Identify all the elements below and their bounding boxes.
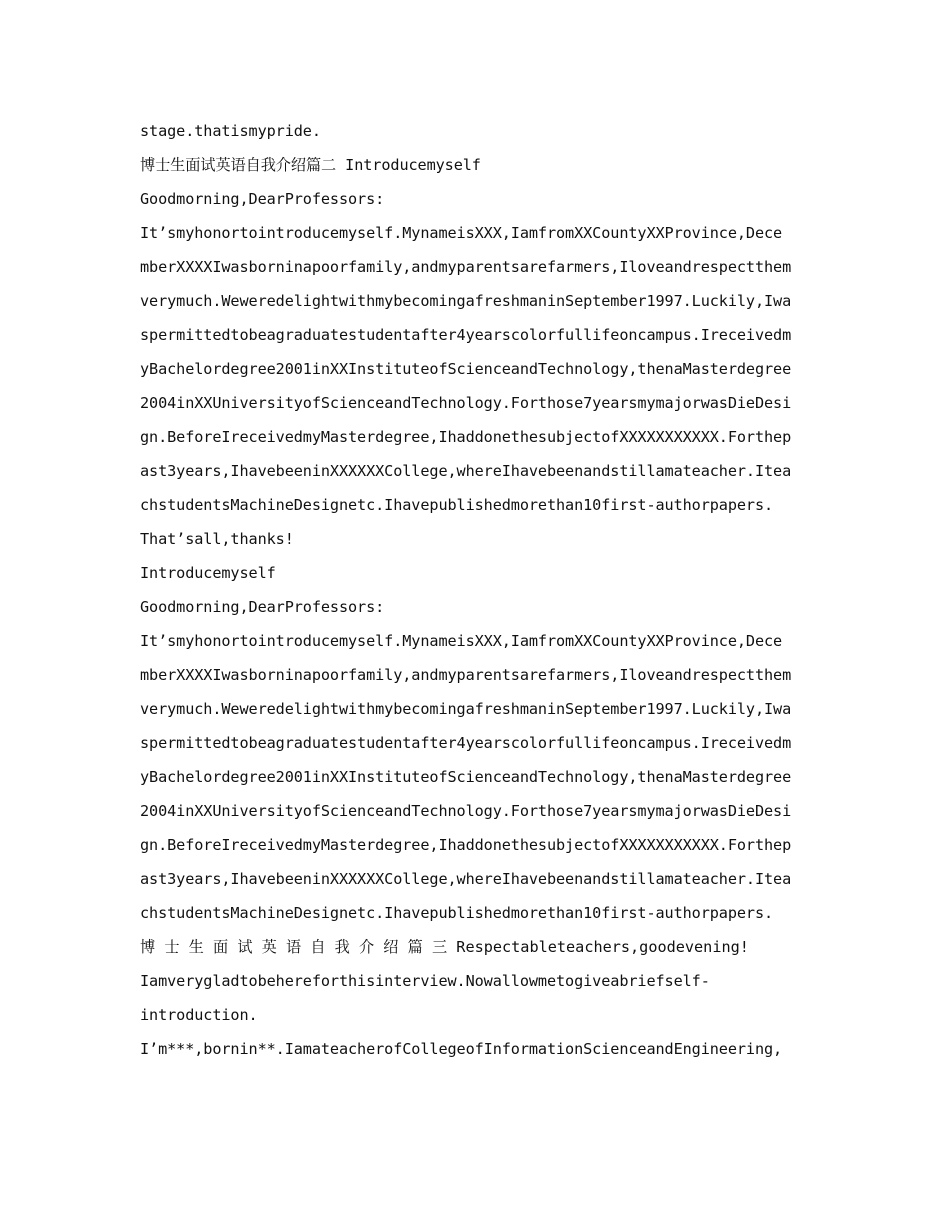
text-line: It’smyhonortointroducemyself.MynameisXXX,IamfromXXCountyXXProvince,Dece — [140, 632, 783, 650]
text-line: 2004inXXUniversityofScienceandTechnology.Forthose7yearsmymajorwasDieDesi — [140, 802, 792, 820]
text-line: yBachelordegree2001inXXInstituteofScienceandTechnology,thenaMasterdegree — [140, 360, 792, 378]
text-line: introduction. — [140, 1006, 258, 1024]
text-line: gn.BeforeIreceivedmyMasterdegree,IhaddonethesubjectofXXXXXXXXXXX.Forthep — [140, 836, 792, 854]
text-line: I’m***,bornin**.IamateacherofCollegeofInformationScienceandEngineering, — [140, 1040, 783, 1058]
text-line: 2004inXXUniversityofScienceandTechnology.Forthose7yearsmymajorwasDieDesi — [140, 394, 792, 412]
text-line: mberXXXXIwasborninapoorfamily,andmyparentsarefarmers,Iloveandrespectthem — [140, 258, 792, 276]
text-line: verymuch.WeweredelightwithmybecomingafreshmaninSeptember1997.Luckily,Iwa — [140, 292, 792, 310]
text-line: Iamverygladtobehereforthisinterview.Nowallowmetogiveabriefself- — [140, 972, 710, 990]
text-line: That’sall,thanks! — [140, 530, 294, 548]
text-line: ast3years,IhavebeeninXXXXXXCollege,whereIhavebeenandstillamateacher.Itea — [140, 462, 792, 480]
document-body — [140, 114, 812, 1066]
text-line: gn.BeforeIreceivedmyMasterdegree,IhaddonethesubjectofXXXXXXXXXXX.Forthep — [140, 428, 792, 446]
text-line: It’smyhonortointroducemyself.MynameisXXX,IamfromXXCountyXXProvince,Dece — [140, 224, 783, 242]
text-line: spermittedtobeagraduatestudentafter4yearscolorfullifeoncampus.Ireceivedm — [140, 734, 792, 752]
text-line: stage.thatismypride. — [140, 122, 321, 140]
section-heading: 博 士 生 面 试 英 语 自 我 介 绍 篇 三 Respectableteachers,goodevening! — [140, 938, 749, 956]
text-line: Introducemyself — [140, 564, 276, 582]
text-line: Goodmorning,DearProfessors: — [140, 598, 385, 616]
text-line: ast3years,IhavebeeninXXXXXXCollege,whereIhavebeenandstillamateacher.Itea — [140, 870, 792, 888]
text-line: yBachelordegree2001inXXInstituteofScienceandTechnology,thenaMasterdegree — [140, 768, 792, 786]
text-line: verymuch.WeweredelightwithmybecomingafreshmaninSeptember1997.Luckily,Iwa — [140, 700, 792, 718]
section-heading: 博士生面试英语自我介绍篇二 Introducemyself — [140, 156, 481, 174]
text-line: mberXXXXIwasborninapoorfamily,andmyparentsarefarmers,Iloveandrespectthem — [140, 666, 792, 684]
text-line: Goodmorning,DearProfessors: — [140, 190, 385, 208]
text-line: spermittedtobeagraduatestudentafter4yearscolorfullifeoncampus.Ireceivedm — [140, 326, 792, 344]
text-line: chstudentsMachineDesignetc.Ihavepublishedmorethan10first-authorpapers. — [140, 904, 774, 922]
text-line: chstudentsMachineDesignetc.Ihavepublishedmorethan10first-authorpapers. — [140, 496, 774, 514]
